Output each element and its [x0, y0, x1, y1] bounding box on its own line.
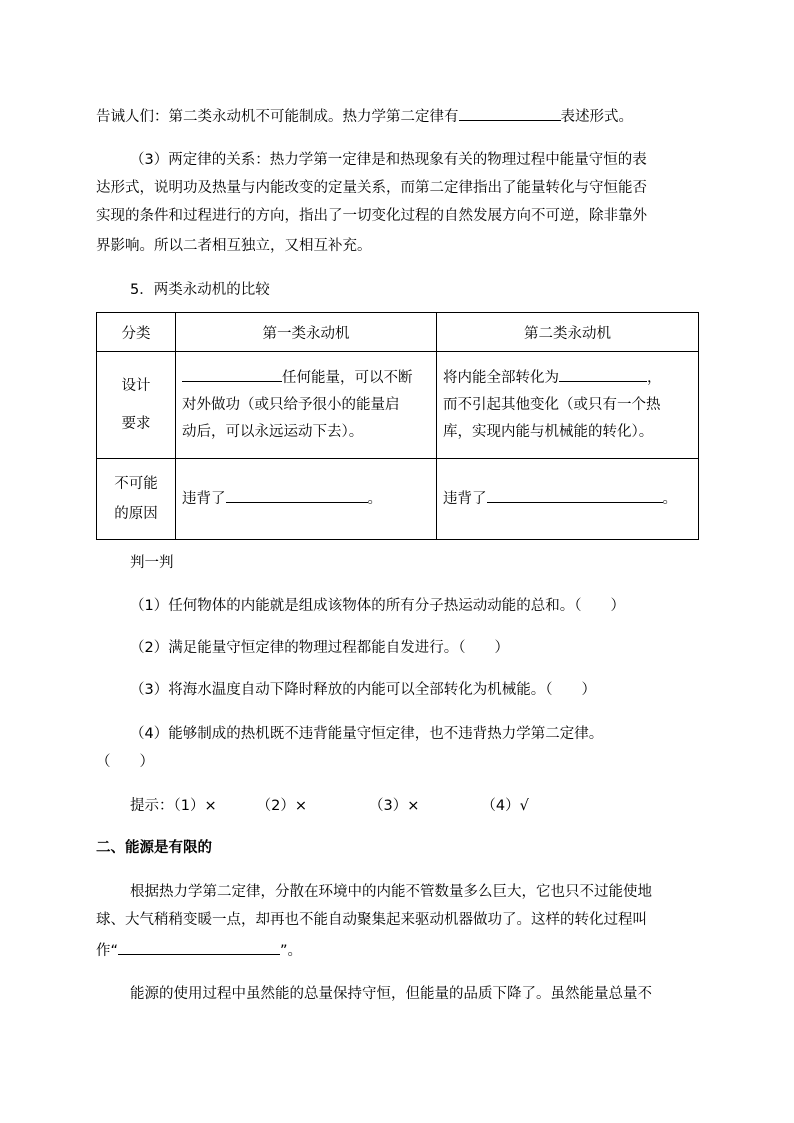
- paragraph-energy-line: 球、大气稍稍变暖一点，却再也不能自动聚集起来驱动机器做功了。这样的转化过程叫: [96, 912, 647, 928]
- row-label-design: 设计 要求: [97, 352, 176, 459]
- paragraph-energy-quality-line: 能源的使用过程中虽然能的总量保持守恒，但能量的品质下降了。虽然能量总量不: [130, 986, 652, 1002]
- fill-blank[interactable]: [559, 367, 647, 382]
- row-label-reason: 不可能 的原因: [97, 459, 176, 540]
- table-header-cell: 第二类永动机: [437, 313, 699, 352]
- judge-question: （1）任何物体的内能就是组成该物体的所有分子热运动动能的总和。（ ）: [130, 598, 625, 614]
- hint-line: 提示：（1）× （2）× （3）× （4）√: [130, 798, 529, 814]
- fill-blank[interactable]: [226, 488, 368, 503]
- cell-second-type-reason: 违背了 。: [437, 459, 699, 540]
- paragraph-second-law-forms: 告诫人们：第二类永动机不可能制成。热力学第二定律有 表述形式。: [96, 106, 698, 127]
- section-title-5: 5．两类永动机的比较: [130, 282, 270, 298]
- comparison-table: [96, 312, 699, 540]
- judge-question: （4）能够制成的热机既不违背能量守恒定律，也不违背热力学第二定律。: [130, 726, 604, 742]
- fill-blank[interactable]: [487, 488, 663, 503]
- paragraph-relation-line: 界影响。所以二者相互独立，又相互补充。: [96, 238, 372, 254]
- table-header-cell: 分类: [97, 313, 176, 352]
- paragraph-energy-line: 作“ ”。: [96, 940, 698, 961]
- section-title-energy-limited: 二、能源是有限的: [96, 840, 212, 856]
- cell-second-type-design: 将内能全部转化为 ， 而不引起其他变化（或只有一个热 库，实现内能与机械能的转化）。: [437, 352, 699, 459]
- fill-blank[interactable]: [459, 106, 561, 121]
- judge-question: （2）满足能量守恒定律的物理过程都能自发进行。（ ）: [130, 640, 509, 656]
- table-header-cell: 第一类永动机: [176, 313, 437, 352]
- paragraph-relation-line: 实现的条件和过程进行的方向，指出了一切变化过程的自然发展方向不可逆，除非靠外: [96, 208, 647, 224]
- fill-blank[interactable]: [182, 367, 282, 382]
- table-row-design: [97, 352, 699, 459]
- table-row-reason: [97, 459, 699, 540]
- paragraph-relation-line: 达形式，说明功及热量与内能改变的定量关系，而第二定律指出了能量转化与守恒能否: [96, 180, 647, 196]
- judge-question: （3）将海水温度自动下降时释放的内能可以全部转化为机械能。（ ）: [130, 682, 596, 698]
- cell-first-type-reason: 违背了 。: [176, 459, 437, 540]
- table-header-row: [97, 313, 699, 352]
- judge-title: 判一判: [130, 555, 174, 571]
- judge-answer-blank: （ ）: [96, 754, 154, 770]
- paragraph-energy-line: 根据热力学第二定律，分散在环境中的内能不管数量多么巨大，它也只不过能使地: [130, 884, 652, 900]
- fill-blank[interactable]: [118, 940, 280, 955]
- paragraph-relation-line: （3）两定律的关系：热力学第一定律是和热现象有关的物理过程中能量守恒的表: [130, 152, 647, 168]
- cell-first-type-design: 任何能量，可以不断 对外做功（或只给予很小的能量启 动后，可以永远运动下去）。: [176, 352, 437, 459]
